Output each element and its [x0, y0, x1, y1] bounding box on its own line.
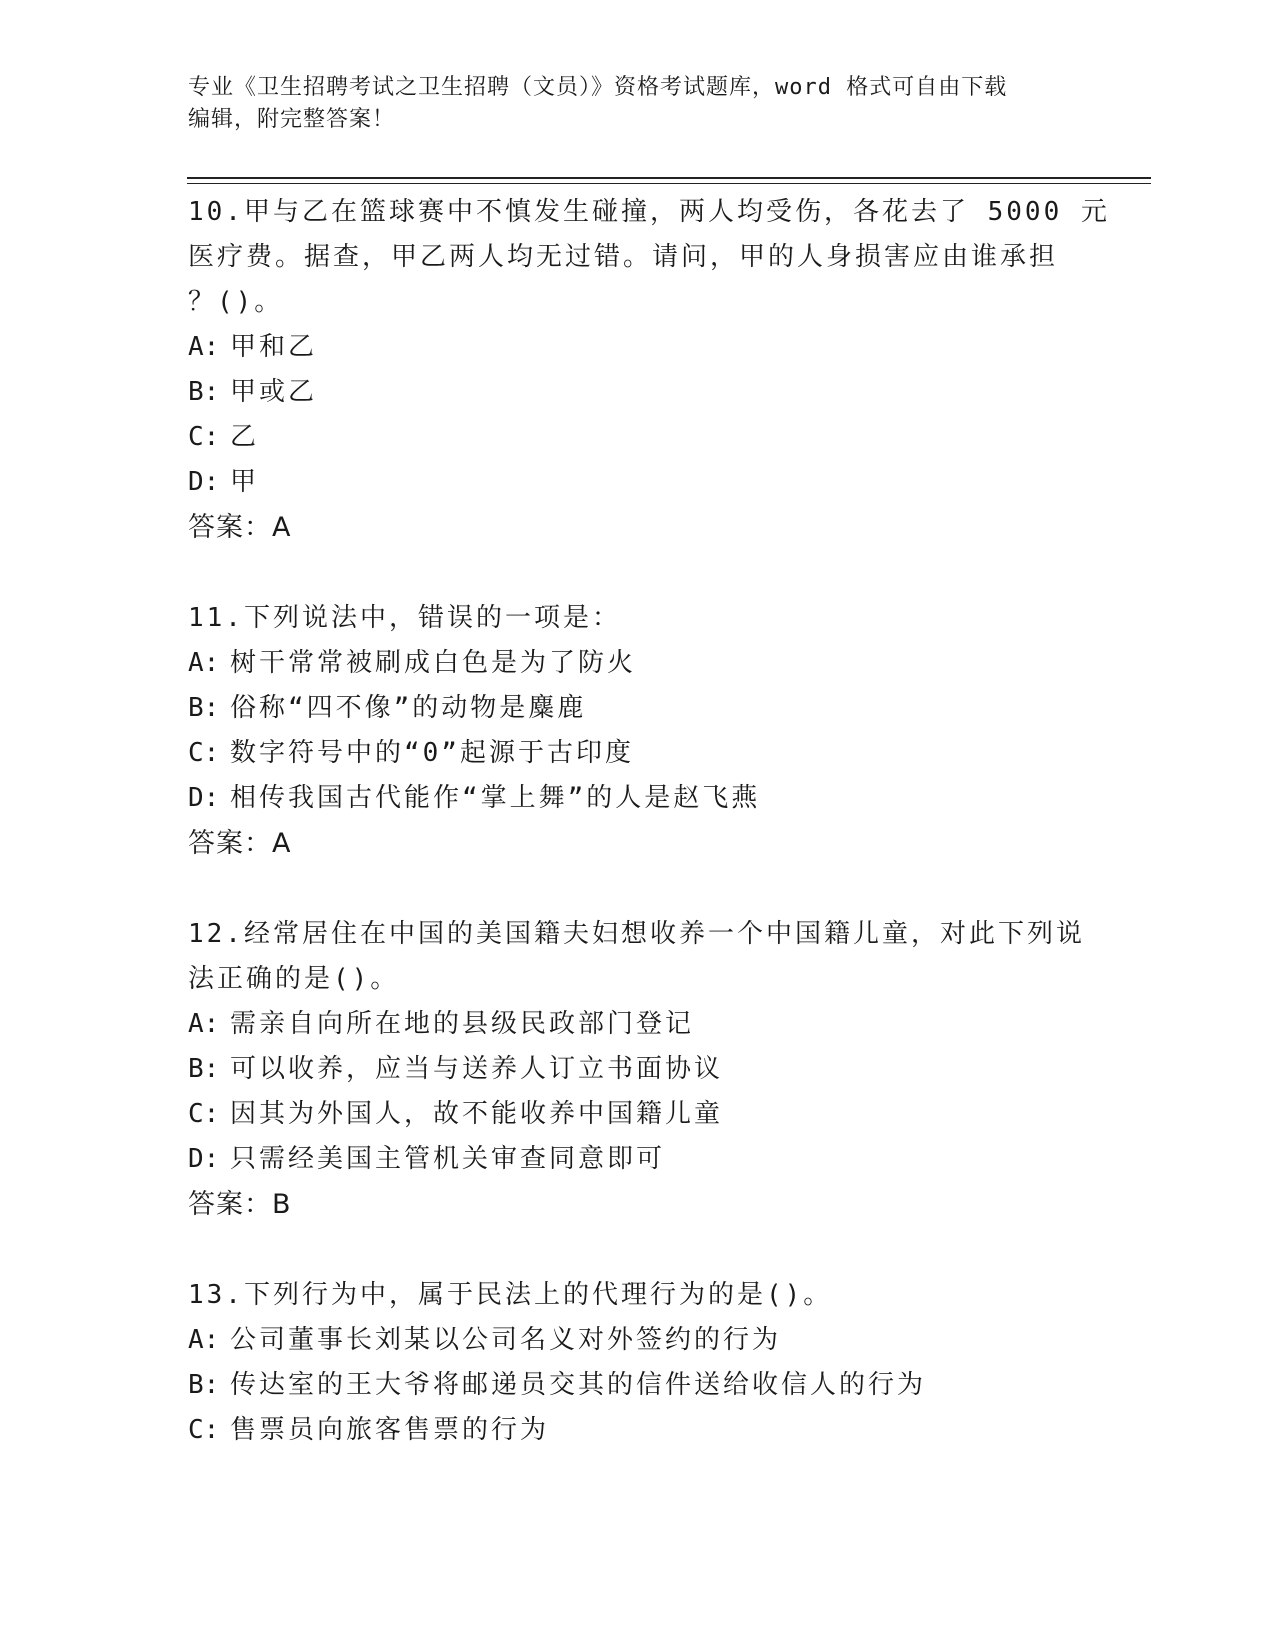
option-text: 甲或乙	[230, 377, 318, 407]
option-text: 公司董事长刘某以公司名义对外签约的行为	[230, 1325, 782, 1355]
option-key: B:	[188, 377, 220, 407]
option-c	[188, 1092, 1088, 1137]
option-key: C:	[188, 738, 220, 768]
option-key: D:	[188, 783, 220, 813]
option-a	[188, 641, 1088, 686]
option-key: A:	[188, 1325, 220, 1355]
option-text: 俗称“四不像”的动物是麋鹿	[230, 693, 587, 723]
option-text: 甲和乙	[230, 332, 318, 362]
option-d	[188, 776, 1088, 821]
question-text: 医疗费。据查，甲乙两人均无过错。请问，甲的人身损害应由谁承担	[188, 242, 1059, 272]
option-key: B:	[188, 1054, 220, 1084]
option-b	[188, 370, 1088, 415]
option-text: 数字符号中的“0”起源于古印度	[230, 738, 634, 768]
question-text: 11.下列说法中，错误的一项是：	[188, 603, 621, 633]
question-list	[188, 190, 1110, 1499]
option-b	[188, 1363, 1088, 1408]
option-key: A:	[188, 1009, 220, 1039]
question-text: 12.经常居住在中国的美国籍夫妇想收养一个中国籍儿童，对此下列说	[188, 919, 1085, 949]
option-key: D:	[188, 467, 220, 497]
option-text: 树干常常被刷成白色是为了防火	[230, 648, 637, 678]
option-text: 只需经美国主管机关审查同意即可	[230, 1144, 666, 1174]
question-13	[188, 1273, 1088, 1453]
document-header	[188, 72, 1088, 136]
header-divider-thick	[187, 177, 1151, 179]
header-line-1: 专业《卫生招聘考试之卫生招聘（文员）》资格考试题库，word 格式可自由下载	[188, 75, 1008, 100]
option-a	[188, 1318, 1088, 1363]
option-d	[188, 460, 1088, 505]
question-12	[188, 912, 1088, 1227]
option-c	[188, 731, 1088, 776]
option-b	[188, 1047, 1088, 1092]
question-text: 13.下列行为中，属于民法上的代理行为的是()。	[188, 1280, 833, 1310]
question-text: 法正确的是()。	[188, 964, 400, 994]
option-text: 因其为外国人，故不能收养中国籍儿童	[230, 1099, 724, 1129]
option-text: 乙	[230, 422, 260, 452]
option-text: 相传我国古代能作“掌上舞”的人是赵飞燕	[230, 783, 761, 813]
option-c	[188, 1408, 1088, 1453]
question-11	[188, 596, 1088, 866]
question-text: 10.甲与乙在篮球赛中不慎发生碰撞，两人均受伤，各花去了 5000 元	[188, 197, 1110, 227]
option-key: A:	[188, 332, 220, 362]
option-text: 可以收养，应当与送养人订立书面协议	[230, 1054, 724, 1084]
option-key: B:	[188, 1370, 220, 1400]
option-key: D:	[188, 1144, 220, 1174]
question-text: ？()。	[188, 287, 284, 317]
header-line-2: 编辑，附完整答案！	[188, 107, 396, 132]
option-a	[188, 1002, 1088, 1047]
option-text: 售票员向旅客售票的行为	[230, 1415, 550, 1445]
option-key: C:	[188, 1415, 220, 1445]
option-key: C:	[188, 1099, 220, 1129]
option-key: C:	[188, 422, 220, 452]
option-c	[188, 415, 1088, 460]
option-text: 甲	[230, 467, 260, 497]
option-a	[188, 325, 1088, 370]
option-d	[188, 1137, 1088, 1182]
answer-label: 答案：B	[188, 1189, 292, 1220]
header-divider-thin	[187, 183, 1151, 184]
answer-label: 答案：A	[188, 512, 292, 543]
question-10	[188, 190, 1110, 550]
option-key: B:	[188, 693, 220, 723]
option-text: 需亲自向所在地的县级民政部门登记	[230, 1009, 695, 1039]
answer-label: 答案：A	[188, 828, 292, 859]
option-key: A:	[188, 648, 220, 678]
option-b	[188, 686, 1088, 731]
option-text: 传达室的王大爷将邮递员交其的信件送给收信人的行为	[230, 1370, 927, 1400]
